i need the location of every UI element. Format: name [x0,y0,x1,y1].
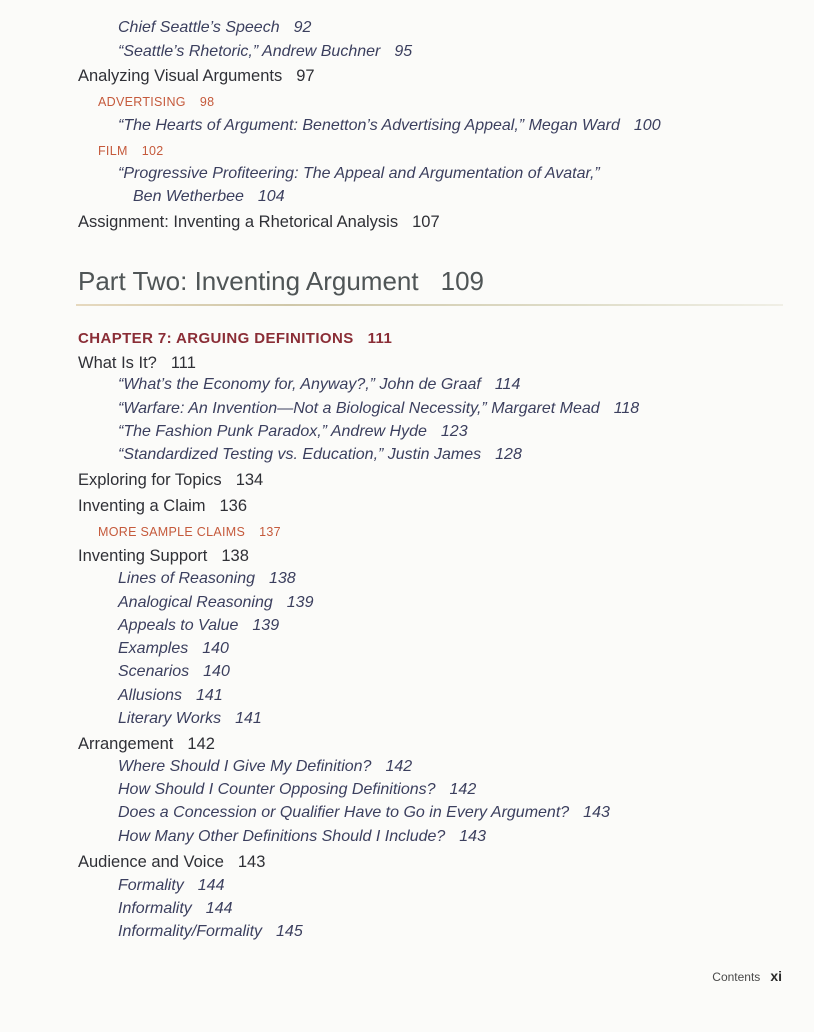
toc-entry[interactable] [118,43,412,61]
entry-page: 128 [495,446,522,463]
toc-entry[interactable] [118,570,296,588]
toc-subhead[interactable] [98,144,163,158]
entry-title: Analogical Reasoning [118,594,273,611]
page-footer [712,968,782,984]
entry-page: 138 [268,570,296,587]
entry-page: 100 [633,117,661,134]
toc-entry[interactable] [78,67,315,86]
entry-page: 141 [196,687,223,704]
toc-entry[interactable] [118,804,610,822]
toc-entry[interactable] [118,781,476,799]
entry-page: 111 [170,354,196,372]
entry-title: Analyzing Visual Arguments [78,67,283,85]
toc-entry[interactable] [118,663,230,681]
entry-title: “The Fashion Punk Paradox,” Andrew Hyde [118,423,427,440]
entry-title: How Many Other Definitions Should I Include? [118,828,446,845]
entry-title: MORE SAMPLE CLAIMS [98,525,246,539]
entry-title: Audience and Voice [78,853,224,871]
toc-subhead[interactable] [98,525,281,539]
entry-title: Lines of Reasoning [118,570,255,587]
entry-page: 136 [219,497,248,515]
toc-entry[interactable] [118,687,223,705]
toc-entry-continued[interactable] [133,188,285,206]
entry-title: FILM [98,144,128,158]
part-title: Part Two: Inventing Argument [78,266,419,296]
toc-entry[interactable] [118,446,522,464]
toc-entry[interactable] [78,547,249,566]
entry-title: Chief Seattle’s Speech [118,19,280,36]
entry-title: Formality [118,877,184,894]
entry-page: 144 [205,900,233,917]
entry-page: 102 [141,144,164,158]
entry-page: 139 [286,594,314,611]
entry-title: Literary Works [118,710,222,727]
toc-entry[interactable] [78,213,440,232]
entry-title: Exploring for Topics [78,471,222,489]
entry-title: ADVERTISING [98,95,186,109]
toc-entry[interactable] [78,354,196,373]
footer-page-number: xi [770,968,782,984]
entry-page: 142 [385,758,413,775]
toc-entry[interactable] [118,828,486,846]
entry-title: “The Hearts of Argument: Benetton’s Advertising Appeal,” Megan Ward [118,117,620,134]
toc-entry[interactable] [118,376,520,394]
entry-page: 142 [449,781,477,798]
entry-title: Arrangement [78,735,174,753]
toc-entry[interactable] [78,471,263,490]
entry-title: Assignment: Inventing a Rhetorical Analysis [78,213,399,231]
entry-page: 144 [197,877,225,894]
entry-title: Informality/Formality [118,923,263,940]
entry-title: “Standardized Testing vs. Education,” Justin James [118,446,482,463]
entry-page: 143 [237,853,266,871]
entry-title: “Warfare: An Invention—Not a Biological Necessity,” Margaret Mead [118,400,600,417]
entry-title: What Is It? [78,354,157,372]
entry-title: How Should I Counter Opposing Definitions? [118,781,436,798]
toc-entry[interactable] [118,19,311,37]
entry-title: Allusions [118,687,183,704]
toc-entry[interactable] [118,617,279,635]
toc-entry[interactable] [78,853,265,872]
entry-page: 141 [235,710,262,727]
entry-title: Inventing Support [78,547,208,565]
part-divider [76,304,783,306]
toc-entry[interactable] [118,710,262,728]
entry-page: 137 [259,525,281,539]
entry-page: 123 [440,423,468,440]
entry-title: “Progressive Profiteering: The Appeal and Argumentation of Avatar,” [118,165,600,182]
entry-title: “What’s the Economy for, Anyway?,” John de Graaf [118,376,481,393]
toc-entry[interactable] [118,923,303,941]
toc-entry[interactable] [78,497,247,516]
entry-title: Informality [118,900,192,917]
toc-subhead[interactable] [98,95,214,109]
entry-title: Ben Wetherbee [133,188,244,205]
entry-title: Inventing a Claim [78,497,206,515]
part-heading[interactable] [78,266,484,297]
entry-page: 118 [613,400,640,417]
entry-page: 98 [199,95,215,109]
entry-title: Does a Concession or Qualifier Have to Go in Every Argument? [118,804,570,821]
entry-title: Where Should I Give My Definition? [118,758,372,775]
entry-page: 95 [394,43,413,60]
entry-page: 139 [252,617,280,634]
chapter-heading[interactable] [78,330,392,347]
entry-page: 140 [203,663,230,680]
toc-entry[interactable] [118,117,661,135]
toc-entry[interactable] [118,594,313,612]
footer-label: Contents [712,970,761,984]
chapter-page: 111 [367,330,393,347]
entry-page: 134 [235,471,264,489]
entry-title: Examples [118,640,189,657]
entry-page: 142 [187,735,215,753]
toc-entry[interactable] [118,877,224,895]
toc-entry[interactable] [78,735,215,754]
toc-entry[interactable] [118,423,468,441]
toc-entry[interactable] [118,165,614,183]
entry-title: Scenarios [118,663,190,680]
entry-title: Appeals to Value [118,617,239,634]
entry-page: 140 [202,640,229,657]
entry-page: 143 [459,828,486,845]
chapter-title: CHAPTER 7: ARGUING DEFINITIONS [78,330,354,347]
toc-entry[interactable] [118,400,639,418]
entry-page: 92 [293,19,312,36]
entry-page: 104 [257,188,285,205]
entry-page: 97 [296,67,315,85]
part-page: 109 [440,266,484,296]
toc-entry[interactable] [118,900,233,918]
entry-page: 145 [276,923,303,940]
entry-title: “Seattle’s Rhetoric,” Andrew Buchner [118,43,381,60]
entry-page: 114 [494,376,521,393]
entry-page: 143 [583,804,610,821]
entry-page: 107 [412,213,440,231]
toc-entry[interactable] [118,640,229,658]
entry-page: 138 [221,547,249,565]
toc-entry[interactable] [118,758,412,776]
